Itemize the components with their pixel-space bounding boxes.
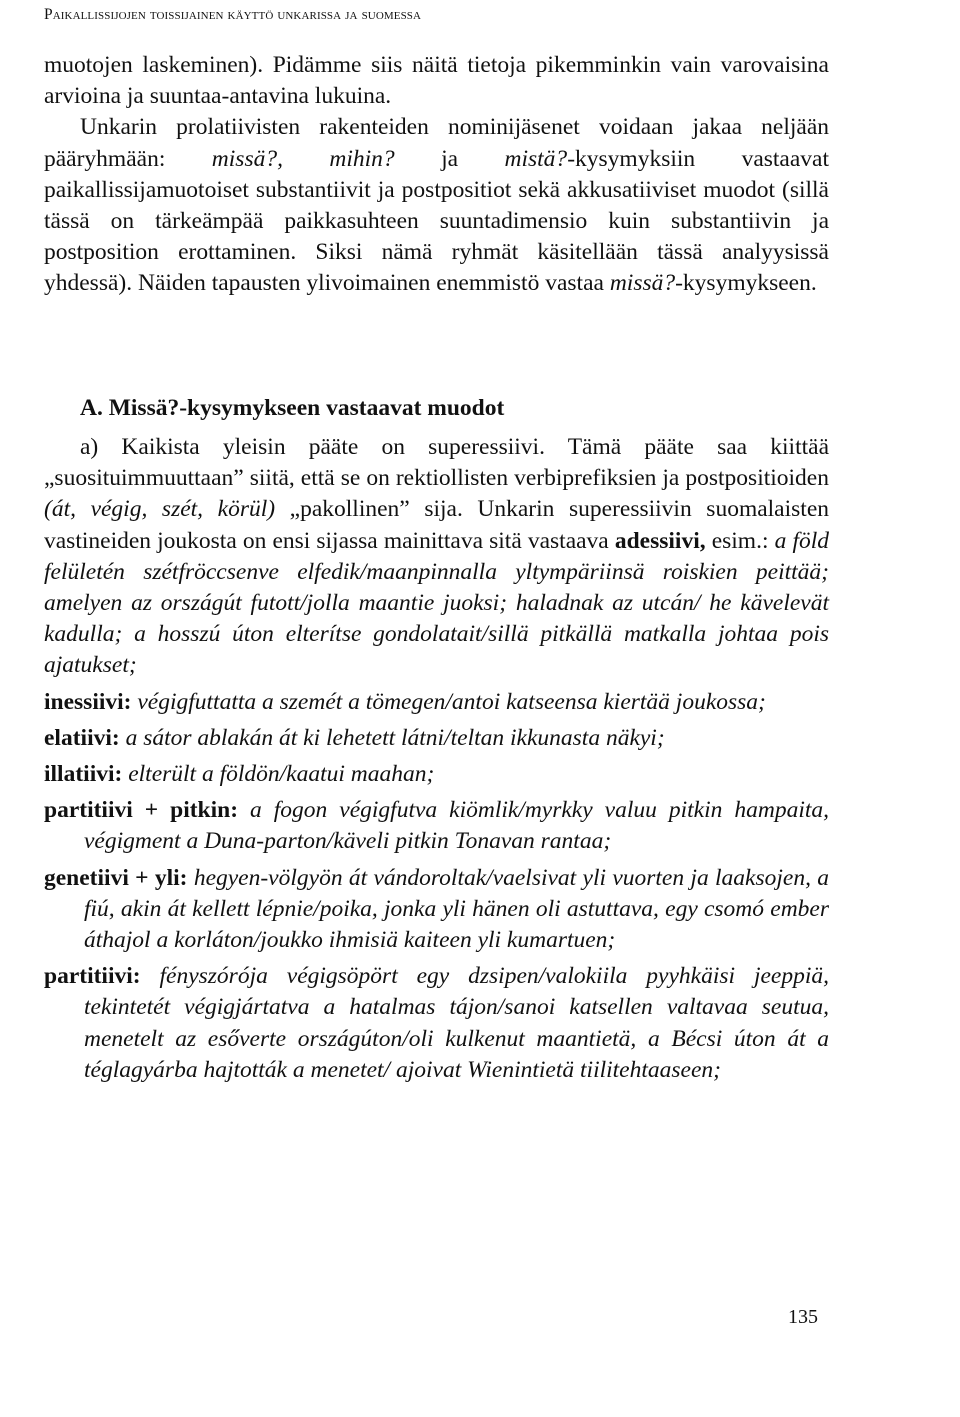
question-missa: missä? — [609, 270, 676, 297]
entry-genitive-yli — [44, 863, 829, 957]
item-a-superessive — [44, 432, 829, 682]
entry-inessive — [44, 687, 829, 718]
body-text — [44, 50, 829, 300]
paragraph-2-text-3: -kysymyksiin vastaavat paikallissijamuotoiset substantiivit ja postpositiot sekä akkusatiiviset muodot (sillä tässä on tärkeämpää paikkasuhteen suuntadimensio kuin substantiivin ja postposition erottaminen. Siksi nämä ryhmät käsitellään tässä analyysissä yhdessä). Näiden tapausten ylivoimainen enemmistö vastaa — [44, 145, 829, 297]
entry-example: végigfuttatta a szemét a tömegen/antoi katseensa kiertää joukossa; — [137, 688, 766, 715]
case-list — [44, 432, 829, 1086]
item-a-text-3: esim.: — [705, 527, 775, 554]
item-a-text-1: a) Kaikista yleisin pääte on superessiivi. Tämä pääte saa kiittää „suosituimmuuttaan” siitä, että se on rektiollisten verbiprefiksien ja postpositioiden — [44, 434, 829, 492]
entry-partitive — [44, 961, 829, 1086]
page-number: 135 — [788, 1306, 818, 1328]
item-a-text-2: „pakollinen” sija. Unkarin superessiivin suomalaisten vastineiden joukosta on ensi sijassa mainittava sitä vastaava — [44, 496, 829, 554]
entry-elative — [44, 723, 829, 754]
paragraph-2-text-2: ja — [394, 145, 505, 172]
entry-label: partitiivi + pitkin: — [44, 797, 239, 824]
question-mista: mistä? — [504, 145, 568, 172]
paragraph-1: muotojen laskeminen). Pidämme siis näitä tietoja pikemminkin vain varovaisina arvioina ja suuntaa-antavina lukuina. — [44, 52, 829, 110]
entry-illative — [44, 759, 829, 790]
entry-example: a sátor ablakán át ki lehetett látni/teltan ikkunasta näkyi; — [125, 724, 665, 751]
running-head: Paikallissijojen toissijainen käyttö unkarissa ja suomessa — [44, 6, 422, 23]
entry-label: partitiivi: — [44, 963, 141, 990]
item-a-adessive: adessiivi, — [614, 527, 706, 554]
paragraph-2-text-4: -kysymykseen. — [675, 270, 817, 297]
section-heading: A. Missä?-kysymykseen vastaavat muodot — [80, 395, 505, 421]
entry-label: elatiivi: — [44, 724, 120, 751]
entry-example: hegyen-völgyön át vándoroltak/vaelsivat yli vuorten ja laaksojen, a fiú, akin át kellett lépnie/poika, jonka yli hänen oli astuttava, egy csomó ember áthajol a korláton/joukko ihmisiä kaiteen yli kumartuen; — [84, 864, 830, 954]
entry-example: fényszórója végigsöpört egy dzsipen/valokiila pyyhkäisi jeeppiä, tekintetét végigjártatva a hatalmas tájon/sanoi katsellen valtavaa seutua, menetelt az esőverte országúton/oli kulkenut maantietä, a Bécsi úton át a téglagyárba hajtották a menetet/ ajoivat Wienintietä tiilitehtaaseen; — [84, 963, 829, 1083]
paragraph-2-text-1: Unkarin prolatiivisten rakenteiden nominijäsenet voidaan jakaa neljään pääryhmään: — [44, 114, 829, 172]
entry-label: genetiivi + yli: — [44, 864, 188, 891]
item-a-postpositions: (át, végig, szét, körül) — [44, 496, 276, 523]
paragraph-2 — [44, 112, 829, 299]
question-missa-mihin: missä?, mihin? — [211, 145, 395, 172]
entry-label: inessiivi: — [44, 688, 132, 715]
entry-label: illatiivi: — [44, 761, 123, 788]
entry-partitive-pitkin — [44, 795, 829, 857]
entry-example: elterült a földön/kaatui maahan; — [128, 761, 435, 788]
entry-example: a fogon végigfutva kiömlik/myrkky valuu pitkin hampaita, végigment a Duna-parton/käveli pitkin Tonavan rantaa; — [84, 797, 830, 855]
item-a-examples: a föld felületén szétfröccsenve elfedik/maanpinnalla yltympäriinsä roiskien peittää; amelyen az országút futott/jolla maantie juoksi; haladnak az utcán/ he kävelevät kadulla; a hosszú úton elterítse gondolatait/sillä pitkällä matkalla johtaa pois ajatukset; — [44, 527, 829, 679]
